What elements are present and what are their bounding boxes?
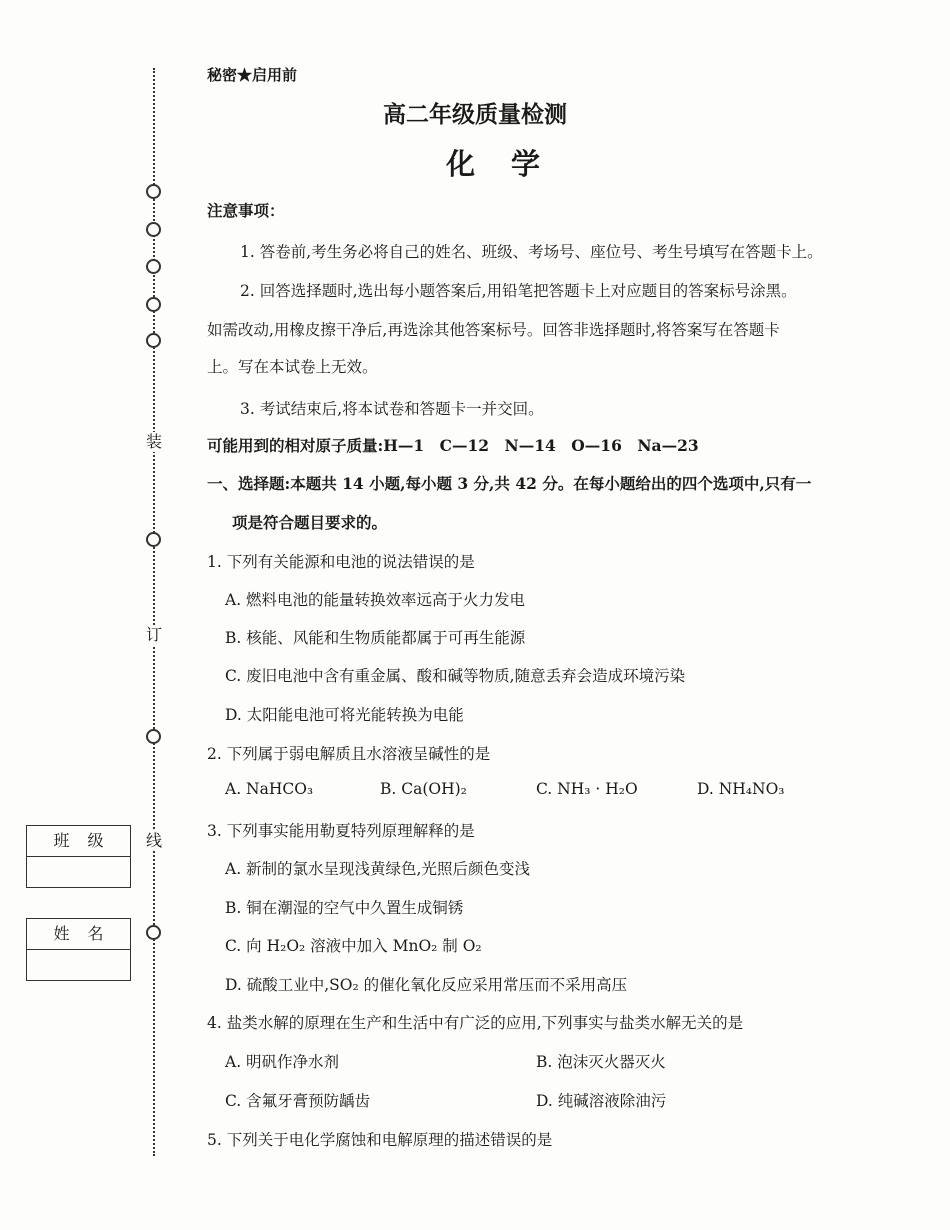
question-3-stem: 3. 下列事实能用勒夏特列原理解释的是 bbox=[207, 822, 475, 840]
question-2-option-c: C. NH₃ · H₂O bbox=[536, 780, 638, 798]
notice-item-3: 3. 考试结束后,将本试卷和答题卡一并交回。 bbox=[240, 400, 544, 418]
binding-hole-icon bbox=[146, 532, 161, 547]
notice-item-1: 1. 答卷前,考生务必将自己的姓名、班级、考场号、座位号、考生号填写在答题卡上。 bbox=[240, 243, 823, 261]
question-2-option-d: D. NH₄NO₃ bbox=[697, 780, 785, 798]
question-3-option-a: A. 新制的氯水呈现浅黄绿色,光照后颜色变浅 bbox=[225, 860, 530, 878]
notice-item-2: 2. 回答选择题时,选出每小题答案后,用铅笔把答题卡上对应题目的答案标号涂黑。 bbox=[240, 282, 797, 300]
section-heading: 一、选择题:本题共 14 小题,每小题 3 分,共 42 分。在每小题给出的四个选项中,只有一 bbox=[207, 474, 812, 493]
question-1-option-d: D. 太阳能电池可将光能转换为电能 bbox=[225, 706, 464, 724]
section-heading-cont: 项是符合题目要求的。 bbox=[232, 513, 388, 532]
binding-hole-icon bbox=[146, 729, 161, 744]
question-1-option-a: A. 燃料电池的能量转换效率远高于火力发电 bbox=[225, 591, 526, 609]
question-1-option-b: B. 核能、风能和生物质能都属于可再生能源 bbox=[225, 629, 526, 647]
name-label: 姓名 bbox=[27, 919, 130, 950]
question-3-option-b: B. 铜在潮湿的空气中久置生成铜锈 bbox=[225, 899, 464, 917]
question-4-option-b: B. 泡沫灭火器灭火 bbox=[536, 1053, 666, 1071]
binding-hole-icon bbox=[146, 333, 161, 348]
question-3-option-d: D. 硫酸工业中,SO₂ 的催化氧化反应采用常压而不采用高压 bbox=[225, 976, 628, 994]
question-4-option-d: D. 纯碱溶液除油污 bbox=[536, 1092, 667, 1110]
confidential-label: 秘密★启用前 bbox=[207, 66, 298, 84]
atomic-mass-line: 可能用到的相对原子质量:H—1 C—12 N—14 O—16 Na—23 bbox=[207, 436, 699, 455]
question-4-stem: 4. 盐类水解的原理在生产和生活中有广泛的应用,下列事实与盐类水解无关的是 bbox=[207, 1014, 744, 1032]
question-5-stem: 5. 下列关于电化学腐蚀和电解原理的描述错误的是 bbox=[207, 1131, 553, 1149]
class-box bbox=[26, 825, 131, 888]
binding-hole-icon bbox=[146, 222, 161, 237]
name-box bbox=[26, 918, 131, 981]
binding-hole-icon bbox=[146, 925, 161, 940]
notice-heading: 注意事项： bbox=[207, 201, 285, 220]
exam-title: 高二年级质量检测 bbox=[383, 101, 567, 128]
notice-item-2-end: 上。写在本试卷上无效。 bbox=[207, 358, 378, 376]
name-field[interactable] bbox=[27, 950, 130, 980]
binding-hole-icon bbox=[146, 259, 161, 274]
margin-char-xian: 线 bbox=[146, 831, 163, 850]
question-2-stem: 2. 下列属于弱电解质且水溶液呈碱性的是 bbox=[207, 745, 491, 763]
notice-item-2-cont: 如需改动,用橡皮擦干净后,再选涂其他答案标号。回答非选择题时,将答案写在答题卡 bbox=[207, 321, 780, 339]
question-2-option-b: B. Ca(OH)₂ bbox=[380, 780, 467, 798]
binding-hole-icon bbox=[146, 297, 161, 312]
question-1-stem: 1. 下列有关能源和电池的说法错误的是 bbox=[207, 553, 475, 571]
question-3-option-c: C. 向 H₂O₂ 溶液中加入 MnO₂ 制 O₂ bbox=[225, 937, 482, 955]
binding-hole-icon bbox=[146, 184, 161, 199]
question-4-option-a: A. 明矾作净水剂 bbox=[225, 1053, 340, 1071]
subject-title: 化学 bbox=[445, 147, 576, 181]
margin-char-zhuang: 装 bbox=[146, 432, 163, 451]
class-field[interactable] bbox=[27, 857, 130, 887]
question-2-option-a: A. NaHCO₃ bbox=[225, 780, 314, 798]
question-4-option-c: C. 含氟牙膏预防龋齿 bbox=[225, 1092, 371, 1110]
question-1-option-c: C. 废旧电池中含有重金属、酸和碱等物质,随意丢弃会造成环境污染 bbox=[225, 667, 686, 685]
margin-char-ding: 订 bbox=[146, 625, 163, 644]
class-label: 班级 bbox=[27, 826, 130, 857]
